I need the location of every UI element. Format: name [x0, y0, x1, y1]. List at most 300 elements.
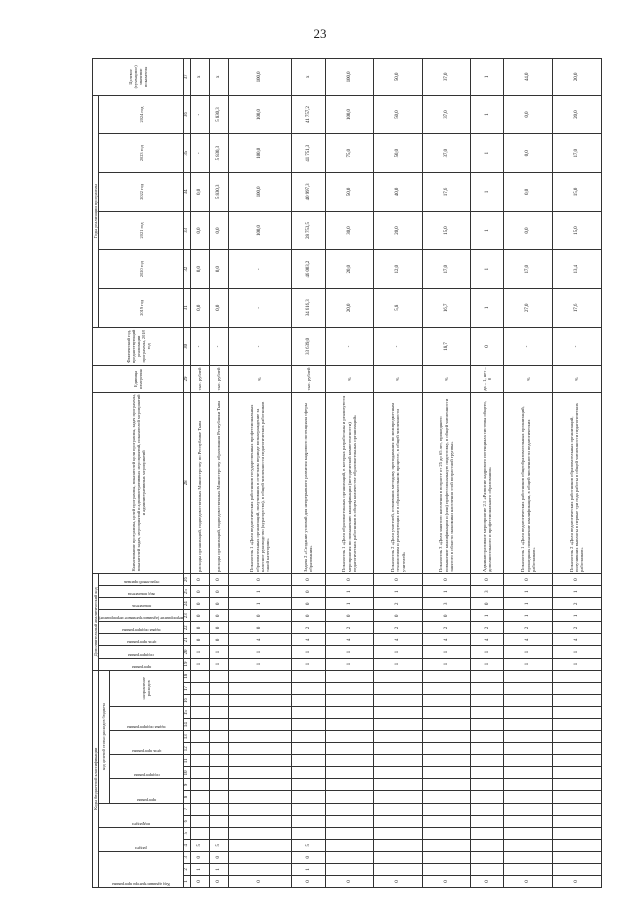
- row-fact: -: [190, 327, 209, 366]
- year-value: 5 830,3: [209, 173, 228, 212]
- code-cell: 1: [190, 658, 209, 670]
- code-cell: 1: [325, 586, 374, 598]
- code-cell: [209, 719, 228, 731]
- column-number: 9: [184, 779, 191, 791]
- code-cell: 0: [471, 875, 504, 887]
- code-cell: 1: [325, 646, 374, 658]
- code-cell: 1: [422, 586, 471, 598]
- code-cell: 0: [471, 573, 504, 585]
- column-number: 19: [184, 658, 191, 670]
- code-cell: [209, 791, 228, 803]
- code-cell: [292, 695, 325, 707]
- row-unit: %: [374, 366, 423, 393]
- code-cell: 3: [471, 586, 504, 598]
- code-cell: [471, 863, 504, 875]
- code-cell: [228, 695, 292, 707]
- header-an-program: программа: [99, 658, 184, 670]
- column-number: 13: [184, 731, 191, 743]
- code-cell: 1: [209, 646, 228, 658]
- code-cell: [422, 682, 471, 694]
- code-cell: [374, 707, 423, 719]
- year-value: 37,0: [422, 134, 471, 173]
- code-cell: 4: [228, 634, 292, 646]
- year-value: 0,0: [504, 134, 553, 173]
- code-cell: [190, 767, 209, 779]
- code-cell: [228, 731, 292, 743]
- code-cell: [190, 682, 209, 694]
- column-number: 31: [184, 288, 191, 327]
- code-cell: 0: [190, 875, 209, 887]
- year-value: 17,0: [553, 134, 602, 173]
- header-section: раздел: [99, 827, 184, 851]
- code-cell: [504, 839, 553, 851]
- header-direction: направление расходов: [109, 670, 184, 706]
- code-cell: [471, 670, 504, 682]
- year-value: 17,6: [422, 173, 471, 212]
- code-cell: 0: [209, 634, 228, 646]
- code-cell: [504, 743, 553, 755]
- code-cell: [190, 827, 209, 839]
- row-unit: тыс. рублей: [190, 366, 209, 393]
- code-cell: 0: [209, 573, 228, 585]
- code-cell: [553, 851, 602, 863]
- code-cell: [471, 827, 504, 839]
- code-cell: 2: [471, 622, 504, 634]
- code-cell: [228, 707, 292, 719]
- code-cell: 0: [325, 875, 374, 887]
- code-cell: [228, 791, 292, 803]
- header-subprogram: подпрограмма: [109, 755, 184, 779]
- column-number: 25: [184, 586, 191, 598]
- code-cell: 0: [325, 610, 374, 622]
- code-cell: 0: [190, 586, 209, 598]
- code-cell: [292, 755, 325, 767]
- code-cell: 0: [292, 610, 325, 622]
- code-cell: [553, 695, 602, 707]
- code-cell: 1: [504, 646, 553, 658]
- code-cell: [471, 743, 504, 755]
- code-cell: [471, 851, 504, 863]
- code-cell: [325, 803, 374, 815]
- year-value: 28 753,5: [292, 211, 325, 250]
- code-cell: [374, 863, 423, 875]
- code-cell: [553, 682, 602, 694]
- code-cell: [471, 707, 504, 719]
- code-cell: [422, 863, 471, 875]
- code-cell: 0: [209, 622, 228, 634]
- year-value: 50,0: [374, 134, 423, 173]
- code-cell: [374, 743, 423, 755]
- code-cell: [504, 707, 553, 719]
- code-cell: [422, 731, 471, 743]
- code-cell: [325, 839, 374, 851]
- code-cell: [228, 755, 292, 767]
- code-cell: [190, 719, 209, 731]
- column-number: 32: [184, 250, 191, 289]
- year-value: 20,0: [374, 211, 423, 250]
- year-value: 50,0: [325, 173, 374, 212]
- code-cell: [325, 827, 374, 839]
- header-unit: Единица измерения: [93, 366, 184, 393]
- code-cell: [190, 803, 209, 815]
- code-cell: 0: [228, 573, 292, 585]
- code-cell: 0: [190, 622, 209, 634]
- code-cell: 5: [292, 839, 325, 851]
- year-value: 40,0: [374, 173, 423, 212]
- code-cell: [471, 767, 504, 779]
- code-cell: [228, 779, 292, 791]
- code-cell: [504, 863, 553, 875]
- code-cell: 1: [553, 646, 602, 658]
- code-cell: [553, 707, 602, 719]
- code-cell: [292, 827, 325, 839]
- code-cell: [422, 743, 471, 755]
- code-cell: [190, 779, 209, 791]
- code-cell: 1: [422, 658, 471, 670]
- code-cell: [190, 791, 209, 803]
- row-name: Показатель 2 «Доля педагогических работников образовательных организаций, получивших выплаты в первые три года работы в общей численности педагогических работников»: [553, 392, 602, 573]
- year-value: 0,0: [504, 211, 553, 250]
- code-cell: 1: [209, 863, 228, 875]
- code-cell: [422, 803, 471, 815]
- column-number: 24: [184, 598, 191, 610]
- year-value: 100,0: [228, 95, 292, 134]
- code-cell: 0: [190, 573, 209, 585]
- row-name: расходы организаций, подведомственных Министерству по Республике Тыва: [190, 392, 209, 573]
- code-cell: [209, 803, 228, 815]
- row-target: 44,0: [504, 59, 553, 96]
- code-cell: [374, 670, 423, 682]
- column-number: 5: [184, 827, 191, 839]
- year-value: 40 997,3: [292, 173, 325, 212]
- header-fact-year: Фактический год, предшествующий реализации программы, 2018 год: [93, 327, 184, 366]
- year-value: 1: [471, 95, 504, 134]
- header-admin-code: Код администратора программы: [99, 851, 184, 887]
- code-cell: 0: [209, 875, 228, 887]
- code-cell: [504, 731, 553, 743]
- code-cell: [422, 755, 471, 767]
- code-cell: [504, 695, 553, 707]
- code-cell: 1: [504, 658, 553, 670]
- table-row: [471, 59, 504, 888]
- column-number: 33: [184, 211, 191, 250]
- code-cell: [374, 682, 423, 694]
- header-an-task: задача подпрограммы: [99, 622, 184, 634]
- code-cell: [504, 755, 553, 767]
- column-number: 35: [184, 134, 191, 173]
- code-cell: [325, 670, 374, 682]
- column-number: 36: [184, 95, 191, 134]
- year-value: 1: [471, 250, 504, 289]
- code-cell: 4: [422, 634, 471, 646]
- column-number: 4: [184, 839, 191, 851]
- column-number: 8: [184, 791, 191, 803]
- code-cell: [422, 839, 471, 851]
- code-cell: [190, 743, 209, 755]
- code-cell: [374, 695, 423, 707]
- code-cell: 1: [325, 658, 374, 670]
- code-cell: [374, 779, 423, 791]
- year-value: 0,0: [209, 211, 228, 250]
- code-cell: [504, 719, 553, 731]
- table-row: [422, 59, 471, 888]
- code-cell: 0: [292, 586, 325, 598]
- row-fact: -: [374, 327, 423, 366]
- year-value: 1: [471, 211, 504, 250]
- code-cell: 1: [471, 610, 504, 622]
- header-an-indicator-type: вид показателя: [99, 586, 184, 598]
- code-cell: [228, 682, 292, 694]
- code-cell: [292, 815, 325, 827]
- year-value: 100,0: [228, 173, 292, 212]
- year-value: 0,0: [190, 288, 209, 327]
- code-cell: 1: [553, 658, 602, 670]
- code-cell: [471, 815, 504, 827]
- code-cell: [325, 815, 374, 827]
- year-value: 0,0: [190, 250, 209, 289]
- row-target: х: [292, 59, 325, 96]
- code-cell: [471, 695, 504, 707]
- code-cell: 1: [504, 598, 553, 610]
- year-value: 1: [471, 288, 504, 327]
- code-cell: 4: [553, 634, 602, 646]
- code-cell: 0: [292, 875, 325, 887]
- column-number: 22: [184, 622, 191, 634]
- row-target: 20,0: [553, 59, 602, 96]
- code-cell: [471, 682, 504, 694]
- code-cell: [374, 719, 423, 731]
- code-cell: 1: [471, 646, 504, 658]
- code-cell: 1: [228, 658, 292, 670]
- year-value: 5,8: [374, 288, 423, 327]
- table-row: [374, 59, 423, 888]
- header-program-name: Наименование программы, целей программы, показателей цели программы, задач программы, показателей задач, мероприятий и административных мероприятий, показателей мероприятий и административных мероприятий: [93, 392, 184, 573]
- code-cell: 4: [292, 634, 325, 646]
- header-an-indicator: показатель: [99, 598, 184, 610]
- year-value: 0,0: [190, 173, 209, 212]
- code-cell: 1: [471, 658, 504, 670]
- code-cell: 0: [471, 598, 504, 610]
- year-value: 34 616,3: [292, 288, 325, 327]
- column-number: 37: [184, 59, 191, 96]
- row-name: Задача 2 «Создание условий для непрерывного развития кадрового потенциала сферы образования»: [292, 392, 325, 573]
- code-cell: 0: [374, 610, 423, 622]
- year-value: -: [228, 250, 292, 289]
- row-fact: 18,7: [422, 327, 471, 366]
- code-cell: [325, 851, 374, 863]
- code-cell: [422, 767, 471, 779]
- code-cell: [292, 731, 325, 743]
- code-cell: 0: [553, 875, 602, 887]
- code-cell: [504, 851, 553, 863]
- code-cell: [325, 755, 374, 767]
- column-number: 29: [184, 366, 191, 393]
- year-value: 16,7: [422, 288, 471, 327]
- code-cell: 0: [292, 598, 325, 610]
- code-cell: [190, 670, 209, 682]
- column-number: 18: [184, 670, 191, 682]
- header-year-2024: 2024 год: [99, 95, 184, 134]
- code-cell: [553, 803, 602, 815]
- code-cell: 0: [190, 598, 209, 610]
- code-cell: [374, 827, 423, 839]
- code-cell: [292, 791, 325, 803]
- code-cell: 1: [228, 586, 292, 598]
- code-cell: 1: [190, 863, 209, 875]
- code-cell: [471, 719, 504, 731]
- code-cell: [553, 719, 602, 731]
- code-cell: [209, 707, 228, 719]
- code-cell: [471, 803, 504, 815]
- code-cell: [292, 803, 325, 815]
- column-number: 10: [184, 767, 191, 779]
- code-cell: [471, 779, 504, 791]
- year-value: 5 830,3: [209, 134, 228, 173]
- code-cell: 0: [504, 875, 553, 887]
- code-cell: [190, 695, 209, 707]
- code-cell: 4: [471, 634, 504, 646]
- code-cell: [422, 707, 471, 719]
- code-cell: 2: [553, 598, 602, 610]
- code-cell: [292, 743, 325, 755]
- column-number: 12: [184, 743, 191, 755]
- column-number: 11: [184, 755, 191, 767]
- code-cell: [190, 755, 209, 767]
- code-cell: [228, 743, 292, 755]
- table-row: [292, 59, 325, 888]
- code-cell: [228, 827, 292, 839]
- year-value: 15,0: [553, 173, 602, 212]
- code-cell: [553, 755, 602, 767]
- code-cell: [374, 803, 423, 815]
- row-unit: тыс. рублей: [209, 366, 228, 393]
- code-cell: [504, 815, 553, 827]
- column-number: 15: [184, 707, 191, 719]
- code-cell: [292, 719, 325, 731]
- year-value: 100,0: [325, 95, 374, 134]
- code-cell: [209, 815, 228, 827]
- code-cell: 2: [553, 622, 602, 634]
- code-cell: 1: [292, 646, 325, 658]
- code-cell: [228, 815, 292, 827]
- year-value: 100,0: [228, 211, 292, 250]
- code-cell: [553, 779, 602, 791]
- code-cell: 1: [504, 586, 553, 598]
- code-cell: 1: [422, 646, 471, 658]
- code-cell: 0: [190, 610, 209, 622]
- code-cell: [325, 731, 374, 743]
- year-value: 1: [471, 173, 504, 212]
- code-cell: [422, 815, 471, 827]
- code-cell: 0: [422, 875, 471, 887]
- code-cell: 1: [553, 586, 602, 598]
- header-an-subprogram: подпрограмма: [99, 646, 184, 658]
- column-number: 7: [184, 803, 191, 815]
- program-table: [92, 58, 602, 888]
- code-cell: [325, 682, 374, 694]
- code-cell: 0: [190, 634, 209, 646]
- code-cell: [553, 863, 602, 875]
- column-number: 6: [184, 815, 191, 827]
- page-number: 23: [313, 26, 327, 41]
- year-value: 20,0: [325, 250, 374, 289]
- code-cell: [292, 670, 325, 682]
- code-cell: [374, 839, 423, 851]
- year-value: 1: [471, 134, 504, 173]
- code-cell: 2: [374, 598, 423, 610]
- row-name: Показатель 2 «Доля учителей, освоивших методику преподавания по межпредметным технологиям и реализующих ее в образовательном процессе, в общей численности учителей»: [374, 392, 423, 573]
- code-cell: [209, 682, 228, 694]
- code-cell: 3: [422, 598, 471, 610]
- code-cell: [209, 743, 228, 755]
- code-cell: [292, 767, 325, 779]
- row-target: 1: [471, 59, 504, 96]
- code-cell: [209, 779, 228, 791]
- code-cell: 0: [228, 875, 292, 887]
- code-cell: 4: [325, 634, 374, 646]
- code-cell: 1: [504, 610, 553, 622]
- row-name: Показатель 1 «Доля педагогических работников государственных профессиональных образовательных организаций, получивших в отчетном периоде вознаграждение за классное руководство (кураторство), в общей численности педагогических работников такой категории»: [228, 392, 292, 573]
- header-year-2022: 2022 год: [99, 173, 184, 212]
- row-unit: %: [553, 366, 602, 393]
- code-cell: 2: [292, 622, 325, 634]
- code-cell: 5: [190, 839, 209, 851]
- code-cell: [422, 719, 471, 731]
- row-unit: %: [228, 366, 292, 393]
- code-cell: 0: [553, 573, 602, 585]
- code-cell: [504, 779, 553, 791]
- table-row: [228, 59, 292, 888]
- row-unit: да – 1, нет – 0: [471, 366, 504, 393]
- row-fact: 0: [471, 327, 504, 366]
- code-cell: [374, 851, 423, 863]
- code-cell: [228, 863, 292, 875]
- year-value: -: [190, 134, 209, 173]
- code-cell: [325, 863, 374, 875]
- row-fact: -: [228, 327, 292, 366]
- column-number: 2: [184, 863, 191, 875]
- code-cell: 1: [374, 646, 423, 658]
- code-cell: [422, 851, 471, 863]
- code-cell: [422, 670, 471, 682]
- row-name: Показатель 3 «Доля занятого населения в возрасте от 25 до 65 лет, прошедшего повышение квалификации и (или) профессиональную подготовку, в общей численности занятого в области экономики населения этой возрастной группы»: [422, 392, 471, 573]
- year-value: 50,0: [374, 95, 423, 134]
- row-fact: -: [209, 327, 228, 366]
- code-cell: 0: [228, 610, 292, 622]
- table-row: [553, 59, 602, 888]
- code-cell: [325, 791, 374, 803]
- code-cell: 1: [209, 658, 228, 670]
- code-cell: [553, 791, 602, 803]
- table-body: [190, 59, 601, 888]
- code-cell: 0: [374, 573, 423, 585]
- code-cell: [228, 719, 292, 731]
- code-cell: [374, 815, 423, 827]
- column-number: 28: [184, 392, 191, 573]
- code-cell: [190, 815, 209, 827]
- code-cell: [374, 767, 423, 779]
- code-cell: [422, 827, 471, 839]
- header-an-goal: цель программы: [99, 634, 184, 646]
- row-unit: %: [325, 366, 374, 393]
- header-program: программа: [109, 779, 184, 803]
- table-row: [190, 59, 209, 888]
- column-number: 1: [184, 875, 191, 887]
- row-fact: -: [553, 327, 602, 366]
- row-target: 37,0: [422, 59, 471, 96]
- column-number: 30: [184, 327, 191, 366]
- header-task: задача подпрограммы: [109, 707, 184, 731]
